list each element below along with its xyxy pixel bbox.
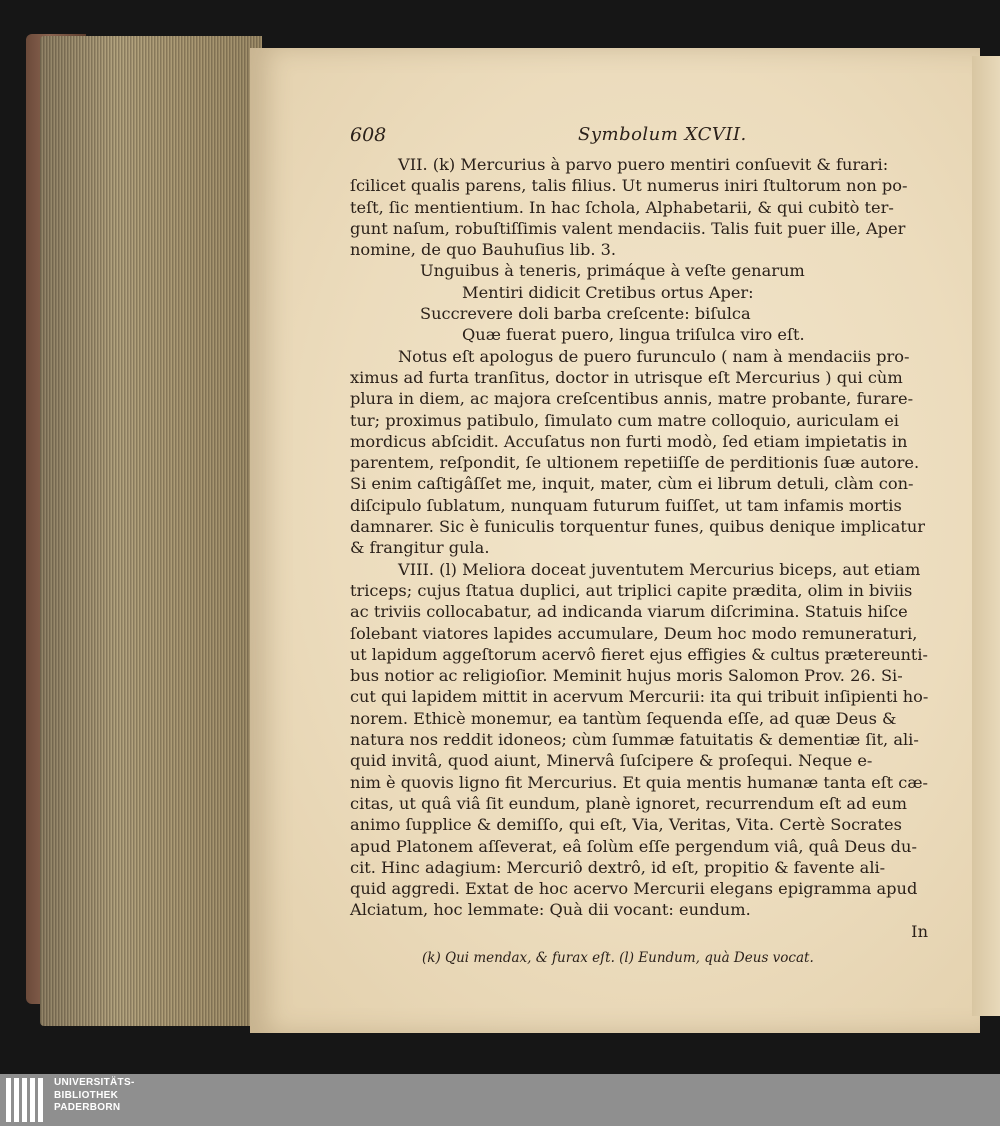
text-line: natura nos reddit idoneos; cùm ſummæ fatuitatis & dementiæ ſit, ali- bbox=[350, 730, 919, 750]
text-line: quid aggredi. Extat de hoc acervo Mercurii elegans epigramma apud bbox=[350, 879, 918, 899]
text-line: Notus eſt apologus de puero furunculo ( nam à mendaciis pro- bbox=[398, 346, 910, 366]
verse-line: Quæ fuerat puero, lingua triſulca viro eſt. bbox=[462, 325, 805, 345]
text-line: triceps; cujus ſtatua duplici, aut triplici capite prædita, olim in biviis bbox=[350, 580, 913, 600]
running-title: Symbolum XCVII. bbox=[578, 124, 747, 145]
library-logo-text bbox=[54, 1077, 135, 1115]
verse-line: Unguibus à teneris, primáque à veſte genarum bbox=[420, 261, 805, 281]
library-logo-line: UNIVERSITÄTS- bbox=[54, 1077, 135, 1088]
library-logo-line: PADERBORN bbox=[54, 1102, 121, 1113]
text-line: diſcipulo ſublatum, nunquam futurum fuiſſet, ut tam infamis mortis bbox=[350, 495, 902, 515]
text-line: VIII. (l) Meliora doceat juventutem Mercurius biceps, aut etiam bbox=[398, 559, 921, 579]
text-line: damnarer. Sic è funiculis torquentur funes, quibus denique implicatur bbox=[350, 517, 926, 537]
text-line: VII. (k) Mercurius à parvo puero mentiri conſuevit & furari: bbox=[398, 155, 889, 174]
text-line: mordicus abſcidit. Accuſatus non furti modò, ſed etiam impietatis in bbox=[350, 431, 908, 451]
footnote: (k) Qui mendax, & furax eſt. (l) Eundum, quà Deus vocat. bbox=[422, 949, 814, 966]
text-line: norem. Ethicè monemur, ea tantùm ſequenda eſſe, ad quæ Deus & bbox=[350, 708, 897, 728]
text-line: apud Platonem aſſeverat, eâ ſolùm eſſe pergendum viâ, quâ Deus du- bbox=[350, 836, 917, 856]
library-footer-bar bbox=[0, 1074, 1000, 1126]
text-line: nim è quovis ligno fit Mercurius. Et quia mentis humanæ tanta eſt cæ- bbox=[350, 772, 928, 792]
catchword: In bbox=[911, 921, 928, 941]
library-logo-line: BIBLIOTHEK bbox=[54, 1089, 119, 1101]
text-line: ac triviis collocabatur, ad indicanda viarum diſcrimina. Statuis hiſce bbox=[350, 602, 908, 622]
text-line: ximus ad furta tranſitus, doctor in utrisque eſt Mercurius ) qui cùm bbox=[350, 367, 903, 387]
page-number: 608 bbox=[350, 124, 387, 146]
text-line: cut qui lapidem mittit in acervum Mercurii: ita qui tribuit inſipienti ho- bbox=[350, 687, 929, 707]
text-line: tur; proximus patibulo, ſimulato cum matre colloquio, auriculam ei bbox=[350, 410, 899, 430]
page-content bbox=[350, 124, 928, 966]
text-line: teſt, ſic mentientium. In hac ſchola, Alphabetarii, & qui cubitò ter- bbox=[350, 197, 894, 217]
text-line: plura in diem, ac majora creſcentibus annis, matre probante, furare- bbox=[350, 389, 914, 409]
text-line: Alciatum, hoc lemmate: Quà dii vocant: eundum. bbox=[350, 900, 751, 920]
text-line: Si enim caſtigâſſet me, inquit, mater, cùm ei librum detuli, clàm con- bbox=[350, 474, 914, 494]
text-line: nomine, de quo Bauhuſius lib. 3. bbox=[350, 240, 617, 260]
facing-page-edge bbox=[972, 56, 1000, 1016]
text-line: parentem, reſpondit, ſe ultionem repetiiſſe de perditionis ſuæ autore. bbox=[350, 453, 920, 473]
verse-line: Succrevere doli barba creſcente: biſulca bbox=[420, 304, 751, 324]
page-header bbox=[350, 124, 928, 154]
text-line: cit. Hinc adagium: Mercuriô dextrô, id eſt, propitio & favente ali- bbox=[350, 857, 886, 877]
text-line: gunt naſum, robuſtiſſimis valent mendaciis. Talis fuit puer ille, Aper bbox=[350, 218, 906, 238]
page-edges bbox=[40, 36, 262, 1026]
text-line: animo ſupplice & demiſſo, qui eſt, Via, Veritas, Vita. Certè Socrates bbox=[350, 815, 902, 835]
text-line: quid invitâ, quod aiunt, Minervâ ſuſcipere & proſequi. Neque e- bbox=[350, 751, 873, 771]
text-line: bus notior ac religioſior. Meminit hujus moris Salomon Prov. 26. Si- bbox=[350, 666, 903, 686]
text-line: ut lapidum aggeſtorum acervô fieret ejus effigies & cultus prætereunti- bbox=[350, 644, 928, 664]
text-line: ſolebant viatores lapides accumulare, Deum hoc modo remuneraturi, bbox=[350, 623, 918, 643]
text-line: ſcilicet qualis parens, talis filius. Ut numerus iniri ſtultorum non po- bbox=[350, 176, 908, 196]
text-line: & frangitur gula. bbox=[350, 538, 490, 558]
library-logo-icon bbox=[6, 1078, 48, 1122]
verse-line: Mentiri didicit Cretibus ortus Aper: bbox=[462, 282, 754, 302]
text-line: citas, ut quâ viâ ſit eundum, planè ignoret, recurrendum eſt ad eum bbox=[350, 793, 907, 813]
